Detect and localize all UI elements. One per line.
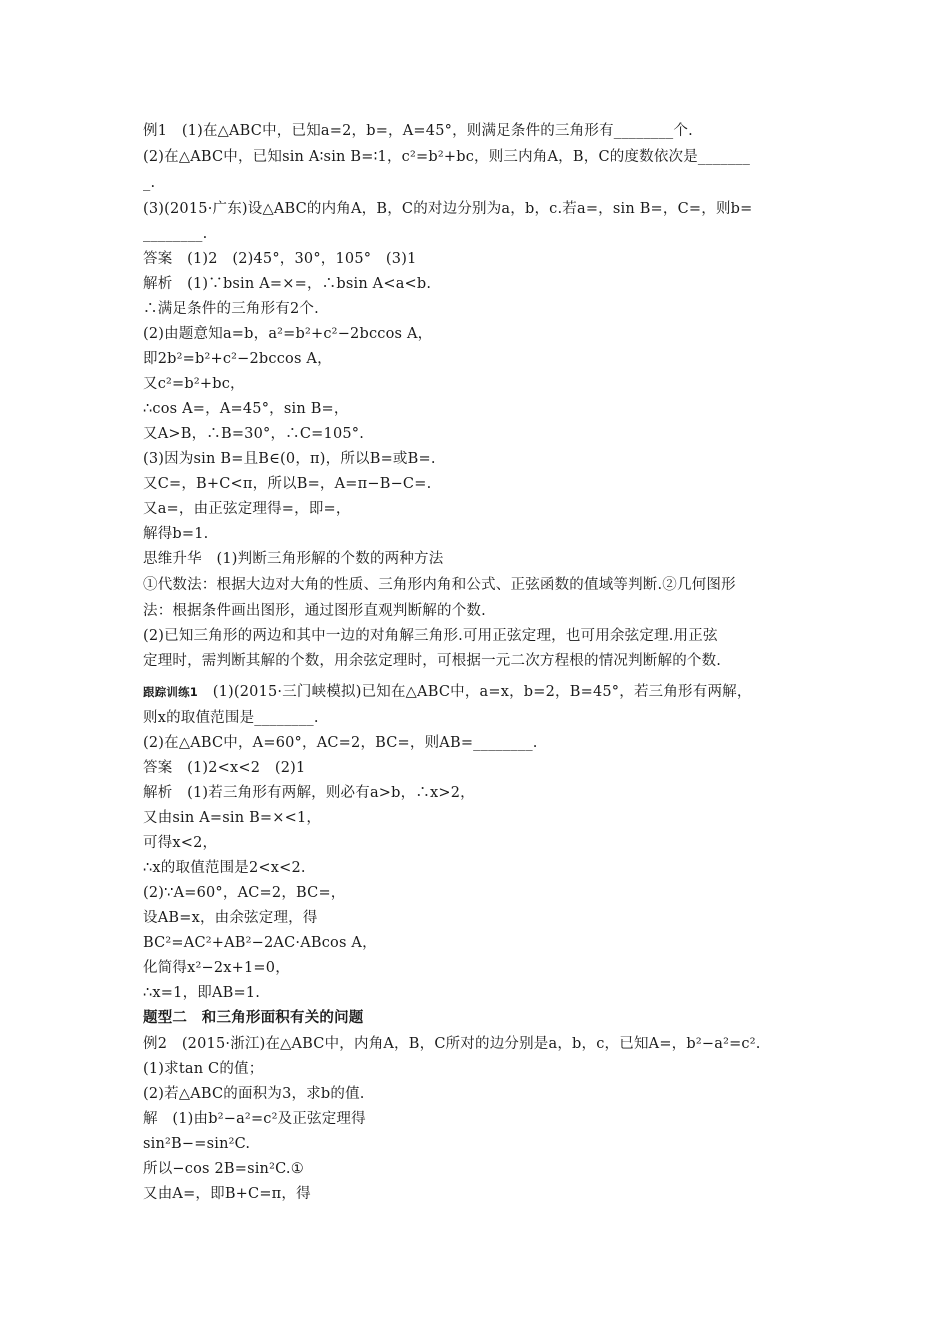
text-line: 又由A=，即B+C=π，得	[143, 1186, 311, 1202]
text-line: 又a=，由正弦定理得=，即=，	[143, 501, 351, 517]
training-label: 跟踪训练1	[143, 685, 199, 699]
text-line: 即2b²=b²+c²−2bccos A，	[143, 351, 332, 367]
answer-line: 答案 (1)2 (2)45°，30°，105° (3)1	[143, 251, 417, 267]
text-line: 则x的取值范围是________.	[143, 710, 319, 726]
text-line: 所以−cos 2B=sin²C.①	[143, 1161, 304, 1177]
training-line	[143, 682, 752, 702]
text-line: ∴满足条件的三角形有2个.	[143, 301, 319, 317]
text-line: ________.	[143, 226, 208, 242]
example-2-line: 例2 (2015·浙江)在△ABC中，内角A，B，C所对的边分别是a，b，c，已知A=，b²−a²=c².	[143, 1036, 761, 1052]
analysis-line: 解析 (1)若三角形有两解，则必有a>b，∴x>2，	[143, 785, 475, 801]
text-line: 又C=，B+C<π，所以B=，A=π−B−C=.	[143, 476, 432, 492]
text-line: 又A>B，∴B=30°，∴C=105°.	[143, 426, 365, 442]
example-1-line: 例1 (1)在△ABC中，已知a=2，b=，A=45°，则满足条件的三角形有________个.	[143, 123, 693, 139]
text-line: _.	[143, 175, 156, 191]
text-line: 可得x<2，	[143, 835, 218, 851]
text-line: sin²B−=sin²C.	[143, 1136, 251, 1152]
text-line: ∴x=1，即AB=1.	[143, 985, 261, 1001]
solution-line: 解 (1)由b²−a²=c²及正弦定理得	[143, 1111, 366, 1127]
text-line: (3)因为sin B=且B∈(0，π)，所以B=或B=.	[143, 451, 436, 467]
text-line: 法：根据条件画出图形，通过图形直观判断解的个数.	[143, 603, 486, 619]
text-line: ∴cos A=，A=45°，sin B=，	[143, 401, 349, 417]
text-line: (3)(2015·广东)设△ABC的内角A，B，C的对边分别为a，b，c.若a=，sin B=，C=，则b=	[143, 201, 753, 217]
text-line: 设AB=x，由余弦定理，得	[143, 910, 318, 926]
text-line: BC²=AC²+AB²−2AC·ABcos A，	[143, 935, 377, 951]
text-line: 又由sin A=sin B=×<1，	[143, 810, 322, 826]
text-line: ①代数法：根据大边对大角的性质、三角形内角和公式、正弦函数的值域等判断.②几何图形	[143, 577, 736, 593]
text-line: (2)∵A=60°，AC=2，BC=，	[143, 885, 346, 901]
text-line: 定理时，需判断其解的个数，用余弦定理时，可根据一元二次方程根的情况判断解的个数.	[143, 653, 722, 669]
answer-line: 答案 (1)2<x<2 (2)1	[143, 760, 306, 776]
training-text: (1)(2015·三门峡模拟)已知在△ABC中，a=x，b=2，B=45°，若三角形有两解，	[212, 684, 752, 700]
text-line: (2)已知三角形的两边和其中一边的对角解三角形.可用正弦定理，也可用余弦定理.用正弦	[143, 628, 718, 644]
summary-heading-line: 思维升华 (1)判断三角形解的个数的两种方法	[143, 551, 444, 567]
text-line: (2)在△ABC中，A=60°，AC=2，BC=，则AB=________.	[143, 735, 538, 751]
text-line: (1)求tan C的值；	[143, 1061, 264, 1077]
text-line: 解得b=1.	[143, 526, 209, 542]
text-line: ∴x的取值范围是2<x<2.	[143, 860, 306, 876]
text-line: 又c²=b²+bc，	[143, 376, 245, 392]
text-line: (2)若△ABC的面积为3，求b的值.	[143, 1086, 365, 1102]
text-line: (2)由题意知a=b，a²=b²+c²−2bccos A，	[143, 326, 433, 342]
section-heading: 题型二 和三角形面积有关的问题	[143, 1010, 364, 1026]
text-line: 化简得x²−2x+1=0，	[143, 960, 290, 976]
text-line: (2)在△ABC中，已知sin A∶sin B=∶1，c²=b²+bc，则三内角A，B，C的度数依次是_______	[143, 149, 751, 165]
analysis-line: 解析 (1)∵bsin A=×=，∴bsin A<a<b.	[143, 276, 432, 292]
